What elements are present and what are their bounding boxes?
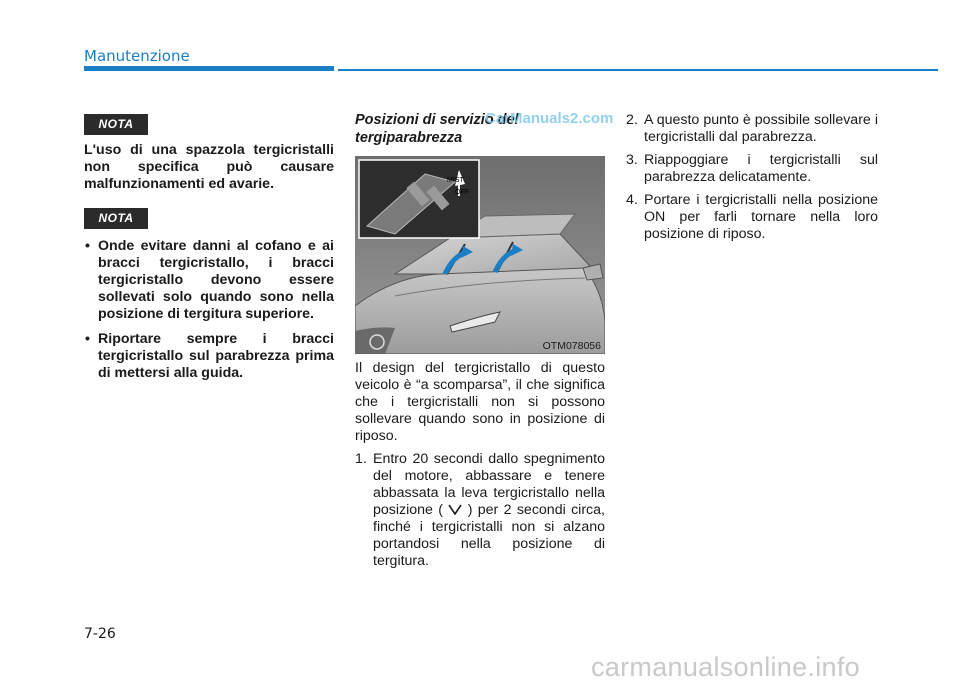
page-number: 7-26 [84,626,116,642]
step-1-number: 1. [355,451,367,467]
step-2 [626,112,878,146]
label-mist: MIST [447,177,464,184]
step-1-text-a: Entro 20 secondi dallo spegnimento del motore, abbassare e tenere abbassata la leva tergicristallo nella posizione ( [373,451,605,518]
step-3-text: Riappoggiare i tergicristalli sul parabrezza delicatamente. [644,152,878,185]
step-1 [355,451,605,570]
section-title: Posizioni di servizio del tergiparabrezza [355,112,519,146]
wiper-illustration [355,156,605,354]
nota-text-1: L'uso di una spazzola tergicristalli non specifica può causare malfunzionamenti ed avarie. [84,142,334,192]
car-windshield-drawing [355,156,605,354]
label-off: OFF [455,189,469,196]
header-rule-thick [84,66,334,71]
watermark-top: CarManuals2.com [485,110,614,127]
step-4-text: Portare i tergicristalli nella posizione ON per farli tornare nella loro posizione di riposo. [644,192,878,242]
watermark-bottom[interactable]: carmanualsonline.info [591,652,860,682]
nota-bullet-1: • Onde evitare danni al cofano e ai bracci tergicristallo, i bracci tergicristallo devono essere sollevati solo quando sono nella posizione di tergitura superiore. [84,238,334,323]
step-4 [626,192,878,243]
nota-badge-2: NOTA [84,208,148,229]
steps-continued [626,112,878,249]
section-header: Manutenzione [84,47,190,65]
nota-bullet-2: • Riportare sempre i bracci tergicristallo sul parabrezza prima di mettersi alla guida. [84,331,334,382]
figure-code: OTM078056 [542,340,601,352]
step-4-number: 4. [626,192,638,208]
step-3 [626,152,878,186]
nota-bullets [84,238,334,390]
step-1-text-b: ) per 2 secondi circa, finché i tergicristalli non si alzano portandosi nella posizione di tergitura. [373,502,605,569]
step-2-text: A questo punto è possibile sollevare i tergicristalli dal parabrezza. [644,112,878,145]
section-intro: Il design del tergicristallo di questo veicolo è “a scomparsa”, il che significa che i tergicristalli non si possono sollevare quando sono in posizione di riposo. [355,360,605,444]
step-2-number: 2. [626,112,638,128]
step-3-number: 3. [626,152,638,168]
section-body [355,360,605,576]
chevron-down-icon [448,504,462,515]
header-rule-thin [338,69,938,71]
nota-badge-1: NOTA [84,114,148,135]
